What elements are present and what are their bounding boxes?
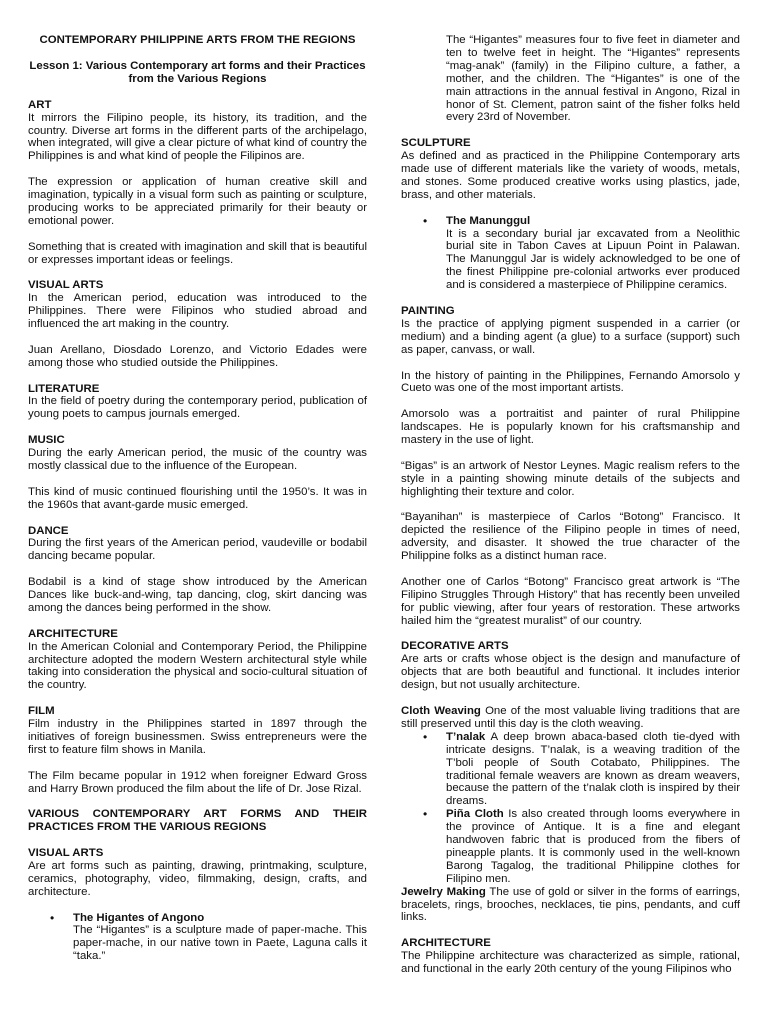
film-paragraph-1: Film industry in the Philippines started in 1897 through the initiatives of foreign businessmen. Swiss entrepreneurs were the first to feature film shows in Manila. — [28, 718, 367, 756]
heading-sculpture: SCULPTURE — [401, 137, 471, 150]
painting-paragraph-4: “Bigas” is an artwork of Nestor Leynes. Magic realism refers to the style in a painting showing minute details of the subjects and highlighting their texture and color. — [401, 459, 740, 498]
visual-arts-2-paragraph: Are art forms such as painting, drawing, printmaking, sculpture, ceramics, photography, video, filmmaking, design, crafts, and architecture. — [28, 859, 367, 898]
heading-film: FILM — [28, 705, 55, 718]
document-title: CONTEMPORARY PHILIPPINE ARTS FROM THE REGIONS — [39, 34, 356, 46]
music-paragraph-2: This kind of music continued flourishing until the 1950’s. It was in the 1960s that avant-garde music emerged. — [28, 485, 367, 511]
pina-title: Piña Cloth — [446, 808, 504, 821]
architecture-2-paragraph: The Philippine architecture was characterized as simple, rational, and functional in the early 20th century of the young Filipinos who — [401, 950, 740, 976]
heading-visual-arts: VISUAL ARTS — [28, 279, 104, 292]
heading-dance: DANCE — [28, 524, 69, 537]
dance-paragraph-2: Bodabil is a kind of stage show introduced by the American Dances like buck-and-wing, tap dancing, clog, skirt dancing was among the dances being performed in the show. — [28, 576, 367, 614]
cloth-weaving-paragraph — [401, 705, 740, 731]
higantes-title: The Higantes of Angono — [73, 911, 205, 924]
visual-arts-paragraph-2: Juan Arellano, Diosdado Lorenzo, and Victorio Edades were among those who studied outside the Philippines. — [28, 343, 367, 369]
heading-various-contemporary: VARIOUS CONTEMPORARY ART FORMS AND THEIR PRACTICES FROM THE VARIOUS REGIONS — [28, 808, 367, 834]
art-paragraph-2: The expression or application of human creative skill and imagination, typically in a visual form such as painting or sculpture, producing works to be appreciated primarily for their beauty or emotional power. — [28, 176, 367, 227]
painting-paragraph-5: “Bayanihan” is masterpiece of Carlos “Botong” Francisco. It depicted the resilience of the Filipino people in times of need, adversity, and disaster. It showed the true character of the Philippine folks as a distinct human race. — [401, 511, 740, 563]
cloth-weaving-text: One of the most valuable living traditions that are still preserved until this day is the cloth weaving. — [401, 704, 740, 730]
architecture-paragraph: In the American Colonial and Contemporary Period, the Philippine architecture adopted the modern Western architectural style while taking into consideration the physical and socio-cultural situation of the country. — [28, 640, 367, 692]
heading-painting: PAINTING — [401, 304, 455, 317]
heading-art: ART — [28, 98, 52, 111]
painting-paragraph-1: Is the practice of applying pigment suspended in a carrier (or medium) and a binding agent (a glue) to a surface (support) such as paper, canvass, or wall. — [401, 317, 740, 356]
dance-paragraph-1: During the first years of the American period, vaudeville or bodabil dancing became popular. — [28, 537, 367, 563]
heading-music: MUSIC — [28, 434, 65, 447]
list-item-pina — [401, 808, 740, 885]
visual-arts-paragraph-1: In the American period, education was introduced to the Philippines. There were Filipinos who studied abroad and influenced the art making in the country. — [28, 292, 367, 331]
manunggul-paragraph: It is a secondary burial jar excavated from a Neolithic burial site in Tabon Caves at Lipuun Point in Palawan. The Manunggul Jar is widely acknowledged to be one of the finest Philippine pre-colonial artworks ever produced and is considered a masterpiece of Philippine ceramics. — [446, 227, 740, 292]
right-column — [401, 34, 740, 976]
heading-architecture: ARCHITECTURE — [28, 627, 118, 640]
cloth-weaving-title: Cloth Weaving — [401, 704, 481, 717]
higantes-paragraph-2: The “Higantes” measures four to five feet in diameter and ten to twelve feet in height. The “Higantes” represents “mag-anak” (family) in the Filipino culture, a father, a mother, and the children. The “Higantes” is one of the main attractions in the annual festival in Angono, Rizal in honor of St. Clement, patron saint of the fisher folks held every 23rd of November. — [446, 34, 740, 124]
heading-architecture-2: ARCHITECTURE — [401, 937, 491, 950]
film-paragraph-2: The Film became popular in 1912 when foreigner Edward Gross and Harry Brown produced the film about the life of Dr. Jose Rizal. — [28, 769, 367, 795]
jewelry-text: The use of gold or silver in the forms of earrings, bracelets, rings, brooches, necklaces, tie pins, pendants, and cuff links. — [401, 885, 740, 924]
jewelry-title: Jewelry Making — [401, 885, 486, 898]
list-item-tnalak — [401, 731, 740, 808]
art-paragraph-1: It mirrors the Filipino people, its history, its tradition, and the country. Diverse art forms in the different parts of the archipelago, when integrated, will give a clear picture of what kind of country the Philippines is and what kind of people the Filipinos are. — [28, 111, 367, 163]
music-paragraph-1: During the early American period, the music of the country was mostly classical due to the influence of the European. — [28, 447, 367, 472]
lesson-title: Lesson 1: Various Contemporary art forms and their Practices from the Various Regions — [29, 59, 366, 85]
list-item-manunggul — [401, 215, 740, 292]
higantes-paragraph-1: The “Higantes” is a sculpture made of paper-mache. This paper-mache, in our native town in Paete, Laguna calls it “taka.” — [73, 924, 367, 963]
sculpture-paragraph: As defined and as practiced in the Philippine Contemporary arts made use of different materials like the variety of woods, metals, and stones. Some produced creative works using plastics, jade, brass, and other materials. — [401, 150, 740, 201]
bullet-icon: • — [423, 213, 428, 228]
literature-paragraph: In the field of poetry during the contemporary period, publication of young poets to campus journals emerged. — [28, 395, 367, 421]
pina-text: Is also created through looms everywhere in the province of Antique. It is a fine and elegant handwoven fabric that is produced from the fibers of pineapple plants. It is commonly used in the well-known Barong Tagalog, the traditional Philippine clothes for Filipino men. — [446, 808, 740, 885]
tnalak-text: A deep brown abaca-based cloth tie-dyed with intricate designs. T’nalak, is a weaving tradition of the T’boli people of South Cotabato, Philippines. The traditional female weavers are known as dream weavers, because the pattern of the t’nalak cloth is inspired by their dreams. — [446, 730, 740, 808]
painting-paragraph-2: In the history of painting in the Philippines, Fernando Amorsolo y Cueto was one of the most important artists. — [401, 369, 740, 395]
bullet-icon: • — [50, 910, 55, 925]
bullet-icon: • — [423, 729, 428, 744]
bullet-icon: • — [423, 807, 428, 822]
list-item-higantes — [28, 912, 367, 964]
jewelry-paragraph — [401, 886, 740, 925]
heading-decorative-arts: DECORATIVE ARTS — [401, 640, 509, 653]
left-column — [28, 34, 367, 963]
heading-visual-arts-2: VISUAL ARTS — [28, 847, 104, 860]
painting-paragraph-6: Another one of Carlos “Botong” Francisco great artwork is “The Filipino Struggles Through History” that has recently been unveiled for public viewing, after four years of restoration. These artworks hailed him the “greatest muralist” of our country. — [401, 575, 740, 627]
tnalak-title: T’nalak — [446, 730, 486, 743]
heading-literature: LITERATURE — [28, 382, 100, 395]
decorative-arts-paragraph: Are arts or crafts whose object is the design and manufacture of objects that are both beautiful and functional. It includes interior design, but not usually architecture. — [401, 653, 740, 692]
manunggul-title: The Manunggul — [446, 214, 531, 227]
art-paragraph-3: Something that is created with imagination and skill that is beautiful or expresses important ideas or feelings. — [28, 240, 367, 266]
painting-paragraph-3: Amorsolo was a portraitist and painter of rural Philippine landscapes. He is popularly known for his craftsmanship and mastery in the use of light. — [401, 408, 740, 447]
